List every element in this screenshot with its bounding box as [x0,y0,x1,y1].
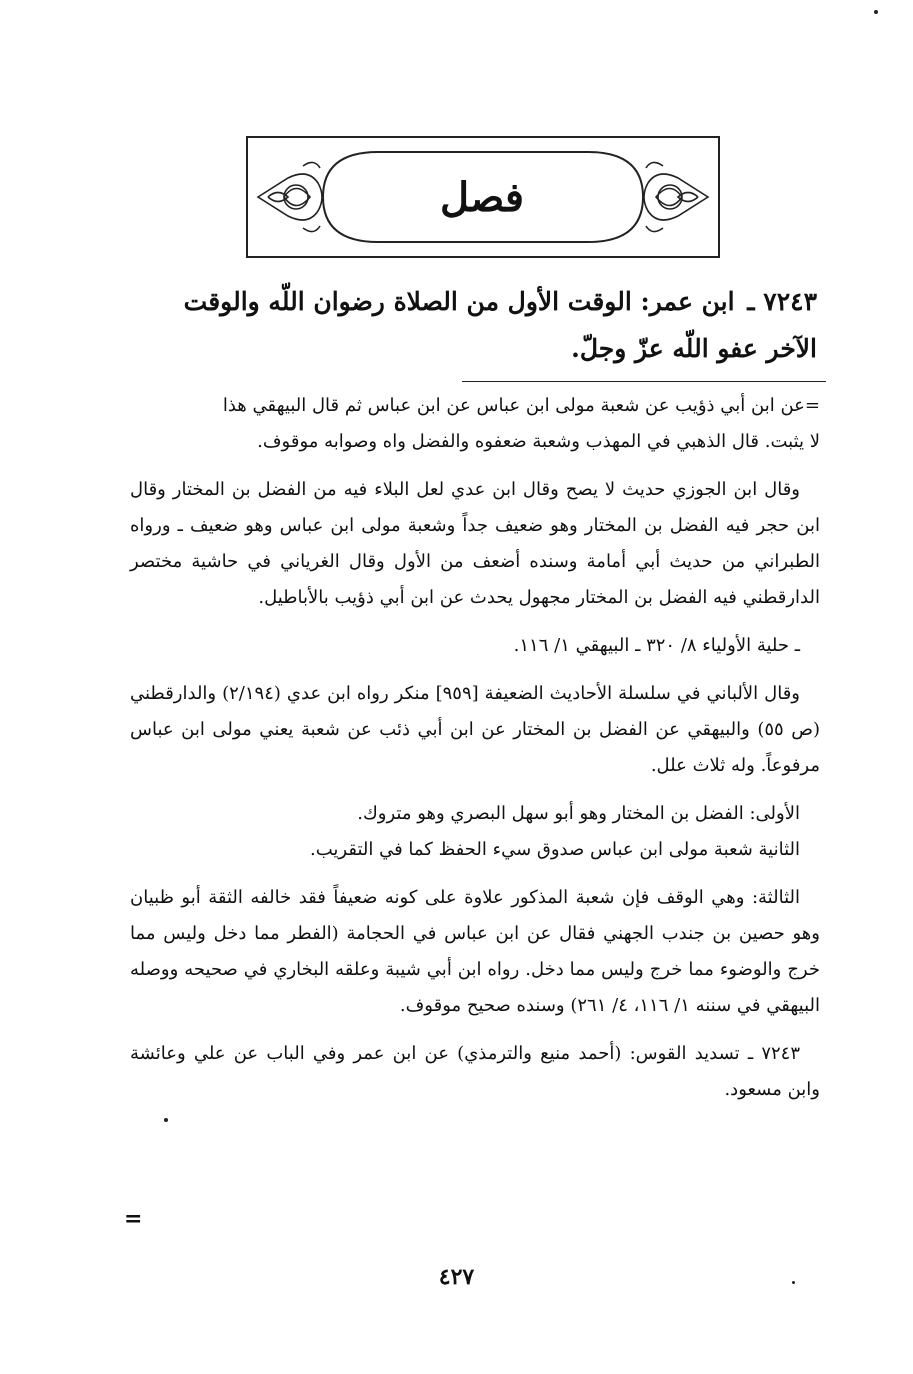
scan-speck [874,10,878,14]
scan-speck [792,1281,795,1284]
right-arabesque-icon [644,162,708,231]
chapter-title: فصل [439,173,525,221]
note-albani: وقال الألباني في سلسلة الأحاديث الضعيفة [٩٥٩] منكر رواه ابن عدي (٢/١٩٤) والدارقطني (ص ٥٥) والبيهقي عن الفضل بن المختار عن ابن أبي ذئب عن شعبة يعني مولى ابن عباس مرفوعاً. وله ثلاث علل. [130,683,820,776]
note-line-1: =عن ابن أبي ذؤيب عن شعبة مولى ابن عباس عن ابن عباس ثم قال البيهقي هذا [222,395,820,416]
note-illa-second: الثانية شعبة مولى ابن عباس صدوق سيء الحفظ كما في التقريب. [310,839,800,860]
footnotes [130,388,820,1108]
page-number: ٤٢٧ [438,1264,475,1290]
continuation-mark: = [124,1206,143,1232]
note-tasdid: ٧٢٤٣ ـ تسديد القوس: (أحمد منيع والترمذي) عن ابن عمر وفي الباب عن علي وعائشة وابن مسعود. [130,1043,820,1100]
left-arabesque-icon [258,162,322,231]
footnote-separator [462,381,826,382]
note-line-2: لا يثبت. قال الذهبي في المهذب وشعبة ضعفوه والفضل واه وصوابه موقوف. [257,431,820,452]
note-illa-third: الثالثة: وهي الوقف فإن شعبة المذكور علاوة على كونه ضعيفاً فقد خالفه الثقة أبو ظبيان وهو حصين بن جندب الجهني فقال عن ابن عباس في الحجامة (الفطر مما دخل وليس مما خرج والوضوء مما خرج وليس مما دخل. رواه ابن أبي شيبة وعلقه البخاري في صحيحه ووصله البيهقي في سننه ١/ ١١٦، ٤/ ٢٦١) وسنده صحيح موقوف. [130,887,820,1016]
note-references: ـ حلية الأولياء ٨/ ٣٢٠ ـ البيهقي ١/ ١١٦. [513,635,800,656]
chapter-header-frame [246,136,720,258]
scan-speck [164,1118,168,1122]
note-illa-first: الأولى: الفضل بن المختار وهو أبو سهل البصري وهو متروك. [357,803,800,824]
hadith-text: ابن عمر: الوقت الأول من الصلاة رضوان اللّه والوقت الآخر عفو اللّه عزّ وجلّ. [183,287,817,363]
main-hadith [127,278,817,372]
note-ibn-jawzi: وقال ابن الجوزي حديث لا يصح وقال ابن عدي لعل البلاء فيه من الفضل بن المختار وقال ابن حجر فيه الفضل بن المختار وهو ضعيف جداً وشعبة مولى ابن عباس وهو ضعيف ـ ورواه الطبراني من حديث أبي أمامة وسنده أضعف من الأول وقال الغرياني في حاشية مختصر الدارقطني فيه الفضل بن المختار مجهول يحدث عن ابن أبي ذؤيب بالأباطيل. [130,479,820,608]
hadith-number: ٧٢٤٣ ـ [747,287,817,316]
